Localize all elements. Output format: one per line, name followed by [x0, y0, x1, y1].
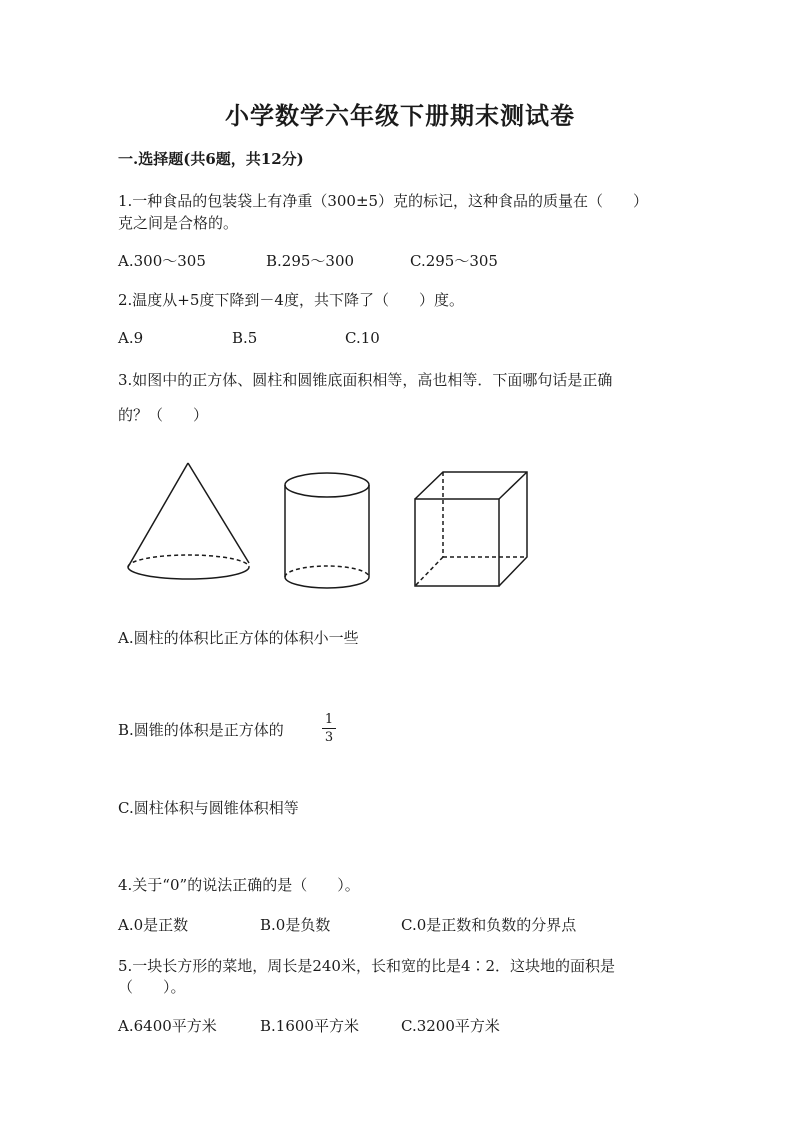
question-3-option-c[interactable]: C.圆柱体积与圆锥体积相等	[118, 799, 299, 817]
question-3-stem-line2: 的？（ ）	[118, 406, 209, 424]
question-5-option-a[interactable]: A.6400平方米	[118, 1017, 217, 1035]
question-3-figures	[118, 455, 538, 595]
question-2-stem: 2.温度从+5度下降到－4度，共下降了（ ）度。	[118, 291, 464, 309]
fraction-bar	[322, 728, 336, 729]
question-5-option-c[interactable]: C.3200平方米	[401, 1017, 500, 1035]
question-3-option-b[interactable]: B.圆锥的体积是正方体的	[118, 721, 284, 739]
page-title: 小学数学六年级下册期末测试卷	[225, 101, 575, 130]
question-2-option-a[interactable]: A.9	[118, 329, 144, 347]
fraction-denominator: 3	[324, 730, 334, 745]
question-3-stem-line1: 3.如图中的正方体、圆柱和圆锥底面积相等，高也相等．下面哪句话是正确	[118, 371, 613, 389]
cylinder-figure	[285, 473, 369, 588]
question-1-stem-line2: 克之间是合格的。	[118, 214, 239, 232]
question-4-stem: 4.关于“0”的说法正确的是（ ）。	[118, 876, 360, 894]
question-5-stem-line1: 5.一块长方形的菜地，周长是240米，长和宽的比是4∶2．这块地的面积是	[118, 957, 616, 975]
question-1-option-a[interactable]: A.300～305	[118, 252, 206, 270]
fraction-one-third	[322, 712, 336, 745]
question-4-option-c[interactable]: C.0是正数和负数的分界点	[401, 916, 577, 934]
section-heading: 一.选择题(共6题，共12分)	[118, 150, 304, 168]
question-2-option-b[interactable]: B.5	[232, 329, 258, 347]
question-4-option-b[interactable]: B.0是负数	[260, 916, 331, 934]
cone-figure	[128, 463, 249, 579]
fraction-numerator: 1	[324, 712, 334, 727]
question-5-option-b[interactable]: B.1600平方米	[260, 1017, 359, 1035]
question-1-option-b[interactable]: B.295～300	[266, 252, 355, 270]
question-4-option-a[interactable]: A.0是正数	[118, 916, 189, 934]
question-3-option-a[interactable]: A.圆柱的体积比正方体的体积小一些	[118, 629, 359, 647]
question-2-option-c[interactable]: C.10	[345, 329, 380, 347]
question-5-stem-line2: （ ）。	[118, 978, 186, 996]
question-1-stem-line1: 1.一种食品的包装袋上有净重（300±5）克的标记，这种食品的质量在（ ）	[118, 192, 649, 210]
cube-figure	[415, 472, 527, 586]
question-1-option-c[interactable]: C.295～305	[410, 252, 498, 270]
